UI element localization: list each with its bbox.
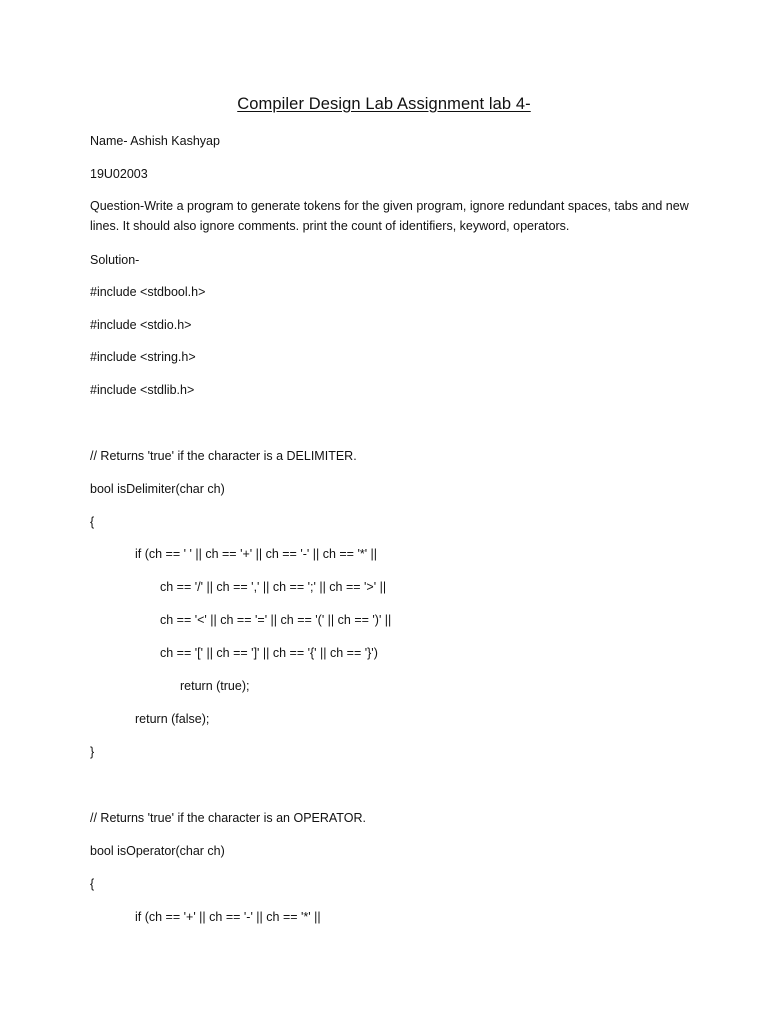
code-line: bool isDelimiter(char ch) <box>90 482 225 496</box>
code-line: ch == '<' || ch == '=' || ch == '(' || ch == ')' || <box>160 613 392 627</box>
code-line: return (true); <box>180 679 250 693</box>
code-line: ch == '[' || ch == ']' || ch == '{' || ch == '}') <box>160 646 378 660</box>
code-line: return (false); <box>135 712 210 726</box>
code-line: if (ch == ' ' || ch == '+' || ch == '-' || ch == '*' || <box>135 547 378 561</box>
code-comment: // Returns 'true' if the character is a DELIMITER. <box>90 449 357 463</box>
code-line: } <box>90 745 95 759</box>
code-line: #include <stdbool.h> <box>90 285 206 299</box>
code-line: #include <stdio.h> <box>90 318 192 332</box>
question-text: Question-Write a program to generate tokens for the given program, ignore redundant spaces, tabs and new lines. It should also ignore comments. print the count of identifiers, keyword, operators. <box>90 199 689 233</box>
code-line: if (ch == '+' || ch == '-' || ch == '*' || <box>135 910 321 924</box>
document-title: Compiler Design Lab Assignment lab 4- <box>237 95 531 113</box>
solution-label: Solution- <box>90 253 140 267</box>
code-line: ch == '/' || ch == ',' || ch == ';' || ch == '>' || <box>160 580 387 594</box>
code-line: #include <stdlib.h> <box>90 383 195 397</box>
code-line: #include <string.h> <box>90 350 196 364</box>
code-line: { <box>90 515 95 529</box>
code-comment: // Returns 'true' if the character is an OPERATOR. <box>90 811 366 825</box>
code-line: bool isOperator(char ch) <box>90 844 225 858</box>
student-name: Name- Ashish Kashyap <box>90 134 220 148</box>
code-line: { <box>90 877 95 891</box>
roll-number: 19U02003 <box>90 167 148 181</box>
